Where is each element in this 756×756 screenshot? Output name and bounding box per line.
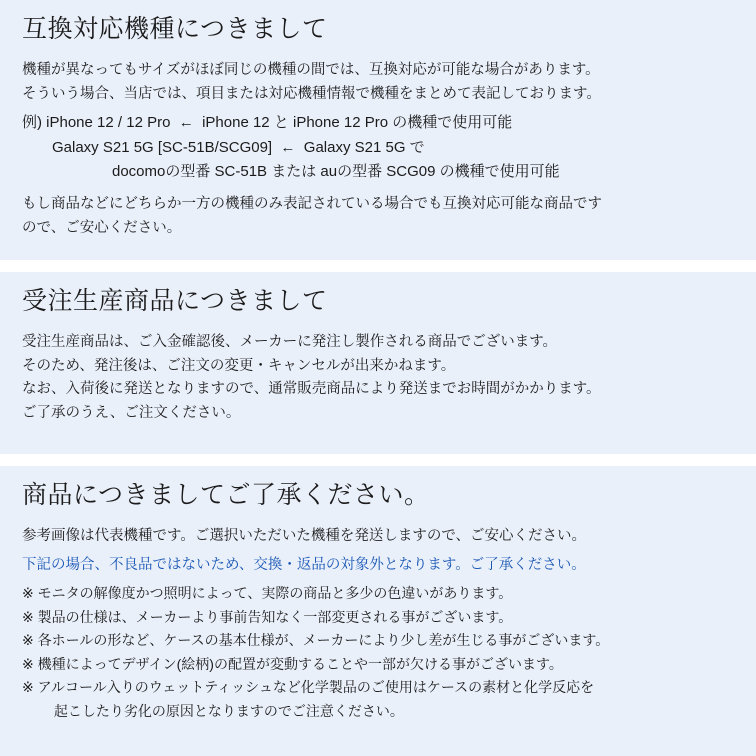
- section-made-to-order: [0, 272, 756, 454]
- note-line: ※ 機種によってデザイン(絵柄)の配置が変動することや一部が欠ける事がございます。: [22, 655, 563, 672]
- note-line: 起こしたり劣化の原因となりますのでご注意ください。: [22, 702, 404, 719]
- spacer: [22, 184, 734, 193]
- paragraph-line: 機種が異なってもサイズがほぼ同じの機種の間では、互換対応が可能な場合があります。: [22, 62, 600, 79]
- paragraph-line: ので、ご安心ください。: [22, 219, 182, 236]
- note-line: ※ モニタの解像度かつ照明によって、実際の商品と多少の色違いがあります。: [22, 585, 513, 602]
- paragraph-line: そのため、発注後は、ご注文の変更・キャンセルが出来かねます。: [22, 357, 456, 374]
- paragraph-line: もし商品などにどちらか一方の機種のみ表記されている場合でも互換対応可能な商品です: [22, 196, 602, 213]
- note-line: ※ 各ホールの形など、ケースの基本仕様が、メーカーにより少し差が生じる事がございます。: [22, 632, 610, 649]
- section-heading: 受注生産商品につきまして: [22, 287, 328, 315]
- section-product-disclaimer: [0, 466, 756, 756]
- paragraph-line: なお、入荷後に発送となりますので、通常販売商品により発送までお時間がかかります。: [22, 381, 601, 398]
- paragraph-line: 受注生産商品は、ご入金確認後、メーカーに発注し製作される商品でございます。: [22, 334, 558, 351]
- section-divider: [0, 260, 756, 272]
- paragraph-line: そういう場合、当店では、項目または対応機種情報で機種をまとめて表記しております。: [22, 85, 601, 102]
- section-heading: 互換対応機種につきまして: [22, 15, 328, 43]
- example-line: docomoの型番 SC-51B または auの型番 SCG09 の機種で使用可能: [22, 162, 560, 180]
- section-divider: [0, 454, 756, 466]
- section-heading: 商品につきましてご了承ください。: [22, 481, 430, 509]
- note-line: ※ 製品の仕様は、メーカーより事前告知なく一部変更される事がございます。: [22, 608, 513, 625]
- example-line: Galaxy S21 5G [SC-51B/SCG09] ← Galaxy S21 5G で: [22, 138, 425, 156]
- paragraph-line: 参考画像は代表機種です。ご選択いただいた機種を発送しますので、ご安心ください。: [22, 528, 587, 545]
- paragraph-line: ご了承のうえ、ご注文ください。: [22, 404, 241, 421]
- example-line: 例) iPhone 12 / 12 Pro ← iPhone 12 と iPhone 12 Pro の機種で使用可能: [22, 114, 513, 132]
- highlight-notice: 下記の場合、不良品ではないため、交換・返品の対象外となります。ご了承ください。: [22, 556, 586, 573]
- section-compatible-models: [0, 0, 756, 260]
- note-line: ※ アルコール入りのウェットティッシュなど化学製品のご使用はケースの素材と化学反応を: [22, 679, 595, 696]
